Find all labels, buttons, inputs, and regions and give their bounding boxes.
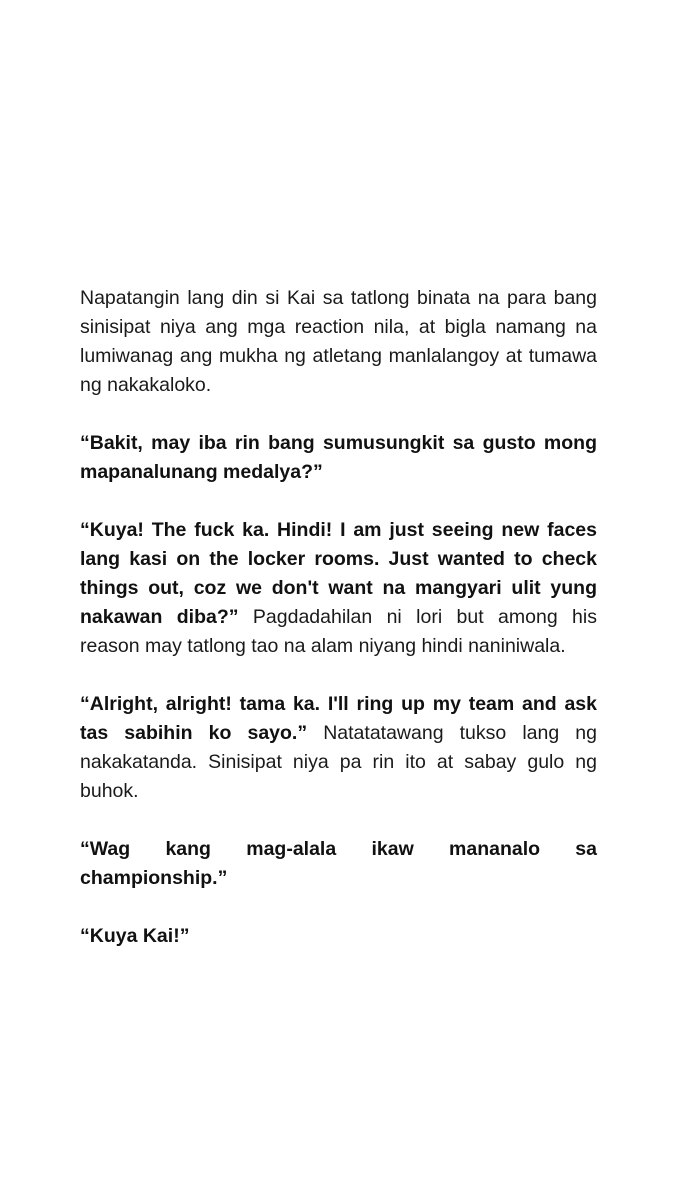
paragraph-narration-1 (80, 284, 597, 400)
paragraph-dialogue-3 (80, 690, 597, 806)
paragraph-dialogue-2 (80, 516, 597, 661)
paragraph-bold-text: “Wag kang mag-alala ikaw mananalo sa championship.” (80, 838, 597, 889)
paragraph-normal-text: Pagdadahilan ni lori but among his reason may tatlong tao na alam niyang hindi naniniwala. (80, 606, 597, 657)
paragraph-bold-text: “Alright, alright! tama ka. I'll ring up my team and ask tas sabihin ko sayo.” (80, 693, 597, 744)
paragraph-dialogue-1 (80, 429, 597, 487)
paragraph-bold-text: “Kuya! The fuck ka. Hindi! I am just seeing new faces lang kasi on the locker rooms. Just wanted to check things out, coz we don't want na mangyari ulit yung nakawan diba?” (80, 519, 597, 628)
paragraph-dialogue-5 (80, 922, 597, 951)
story-page (80, 284, 597, 980)
paragraph-normal-text: Natatatawang tukso lang ng nakakatanda. Sinisipat niya pa rin ito at sabay gulo ng buhok. (80, 722, 597, 802)
paragraph-dialogue-4 (80, 835, 597, 893)
paragraph-bold-text: “Kuya Kai!” (80, 925, 190, 947)
paragraph-bold-text: “Bakit, may iba rin bang sumusungkit sa gusto mong mapanalunang medalya?” (80, 432, 597, 483)
paragraph-normal-text: Napatangin lang din si Kai sa tatlong binata na para bang sinisipat niya ang mga reaction nila, at bigla namang na lumiwanag ang mukha ng atletang manlalangoy at tumawa ng nakakaloko. (80, 287, 597, 396)
